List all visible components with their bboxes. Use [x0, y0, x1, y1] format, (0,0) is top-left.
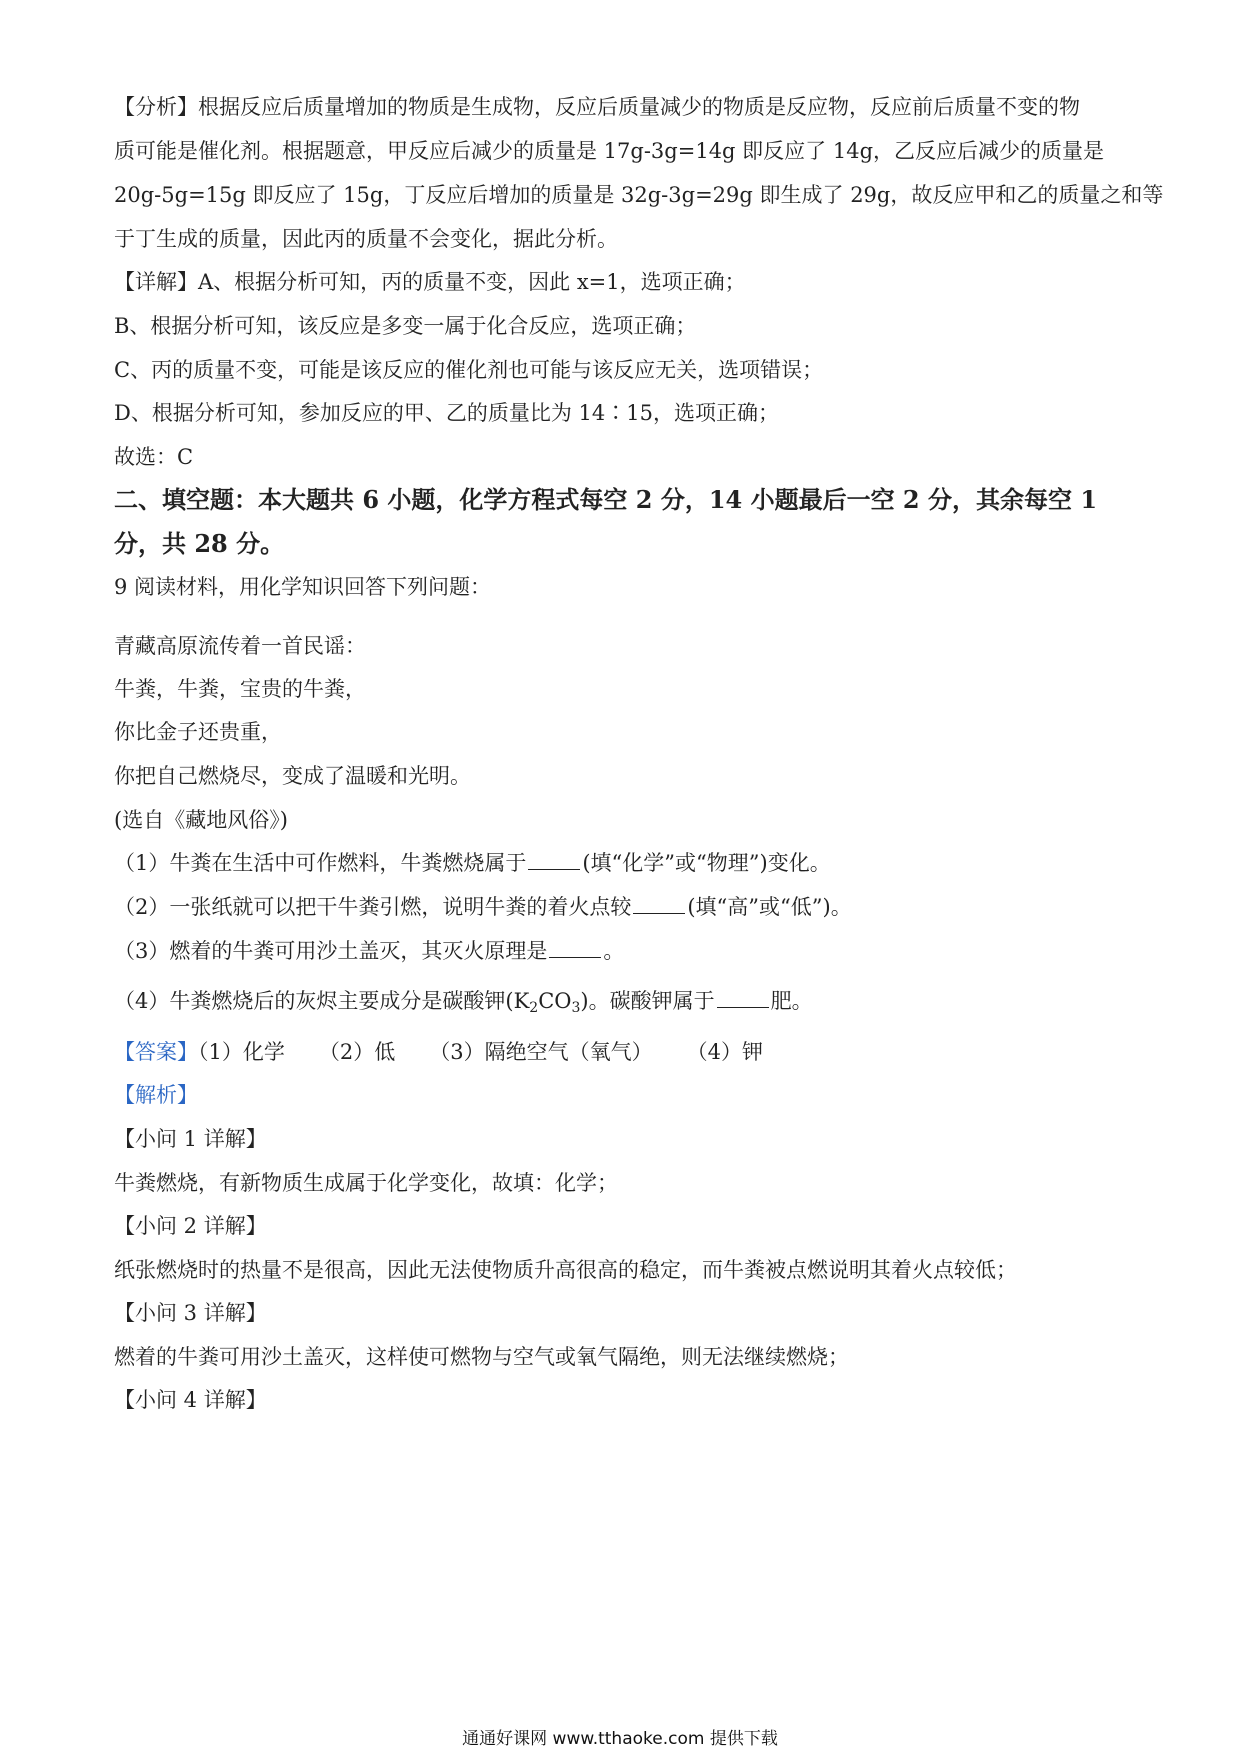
sub-question-2-prefix: （2）一张纸就可以把干牛粪引燃，说明牛粪的着火点较: [114, 895, 632, 919]
sub-question-4-prefix: （4）牛粪燃烧后的灰烬主要成分是碳酸钾(: [114, 989, 514, 1013]
sub-question-3-suffix: 。: [603, 939, 625, 963]
sub-explanation-2-title: 【小问 2 详解】: [114, 1214, 267, 1238]
sub-question-1-suffix: (填“化学”或“物理”)变化。: [582, 851, 831, 875]
sub-question-1-prefix: （1）牛粪在生活中可作燃料，牛粪燃烧属于: [114, 851, 527, 875]
answer-blank-2: [633, 893, 685, 914]
detail-option-d: D、根据分析可知，参加反应的甲、乙的质量比为 14∶15，选项正确；: [114, 401, 779, 425]
detail-option-b: B、根据分析可知，该反应是多变一属于化合反应，选项正确；: [114, 314, 697, 338]
sub-question-3: [114, 936, 1134, 966]
answer-4: （4）钾: [686, 1040, 763, 1064]
answer-2: （2）低: [318, 1040, 396, 1064]
answer-row: [114, 1037, 1134, 1067]
explanation-label: 【解析】: [114, 1083, 198, 1107]
answer-blank-4: [717, 987, 769, 1008]
section-heading-line-2: 分，共 28 分。: [114, 529, 285, 558]
sub-question-2-suffix: (填“高”或“低”)。: [687, 895, 852, 919]
sub-explanation-4-title: 【小问 4 详解】: [114, 1388, 267, 1412]
analysis-line-1: 【分析】根据反应后质量增加的物质是生成物，反应后质量减少的物质是反应物，反应前后质量不变的物: [114, 95, 1080, 119]
sub-question-4-middle: )。碳酸钾属于: [580, 989, 715, 1013]
answer-3: （3）隔绝空气（氧气）: [429, 1040, 653, 1064]
answer-blank-1: [528, 849, 580, 870]
answer-1: （1）化学: [198, 1040, 285, 1064]
analysis-line-4: 于丁生成的质量，因此丙的质量不会变化，据此分析。: [114, 227, 618, 251]
formula-k2co3: $K_2CO_3$: [513, 989, 581, 1016]
poem-line-1: 牛粪，牛粪，宝贵的牛粪，: [114, 677, 366, 701]
sub-explanation-1-title: 【小问 1 详解】: [114, 1127, 267, 1151]
detail-option-a: 【详解】A、根据分析可知，丙的质量不变，因此 x=1，选项正确；: [114, 270, 746, 294]
poem-source: (选自《藏地风俗》): [114, 808, 288, 832]
section-heading-line-1: 二、填空题：本大题共 6 小题，化学方程式每空 2 分，14 小题最后一空 2 分，其余每空 1: [114, 485, 1098, 514]
detail-option-c: C、丙的质量不变，可能是该反应的催化剂也可能与该反应无关，选项错误；: [114, 358, 824, 382]
sub-question-1: [114, 848, 1134, 878]
sub-question-2: [114, 892, 1134, 922]
analysis-line-3: 20g-5g=15g 即反应了 15g，丁反应后增加的质量是 32g-3g=29g 即生成了 29g，故反应甲和乙的质量之和等: [114, 183, 1164, 207]
analysis-line-2: 质可能是催化剂。根据题意，甲反应后减少的质量是 17g-3g=14g 即反应了 14g，乙反应后减少的质量是: [114, 139, 1105, 163]
poem-line-2: 你比金子还贵重，: [114, 720, 282, 744]
sub-explanation-2-text: 纸张燃烧时的热量不是很高，因此无法使物质升高很高的稳定，而牛粪被点燃说明其着火点较低；: [114, 1258, 1017, 1282]
sub-question-3-prefix: （3）燃着的牛粪可用沙土盖灭，其灭火原理是: [114, 939, 548, 963]
answer-label: 【答案】: [114, 1040, 198, 1064]
sub-explanation-1-text: 牛粪燃烧，有新物质生成属于化学变化，故填：化学；: [114, 1171, 618, 1195]
sub-explanation-3-title: 【小问 3 详解】: [114, 1301, 267, 1325]
answer-blank-3: [549, 937, 601, 958]
sub-explanation-3-text: 燃着的牛粪可用沙土盖灭，这样使可燃物与空气或氧气隔绝，则无法继续燃烧；: [114, 1345, 849, 1369]
sub-question-4: [114, 986, 1134, 1023]
sub-question-4-suffix: 肥。: [770, 989, 813, 1013]
poem-intro: 青藏高原流传着一首民谣：: [114, 634, 366, 658]
page-footer: 通通好课网 www.tthaoke.com 提供下载: [462, 1729, 778, 1749]
question-9-stem: 9 阅读材料，用化学知识回答下列问题：: [114, 575, 492, 599]
poem-line-3: 你把自己燃烧尽，变成了温暖和光明。: [114, 764, 471, 788]
detail-choice: 故选：C: [114, 445, 194, 469]
